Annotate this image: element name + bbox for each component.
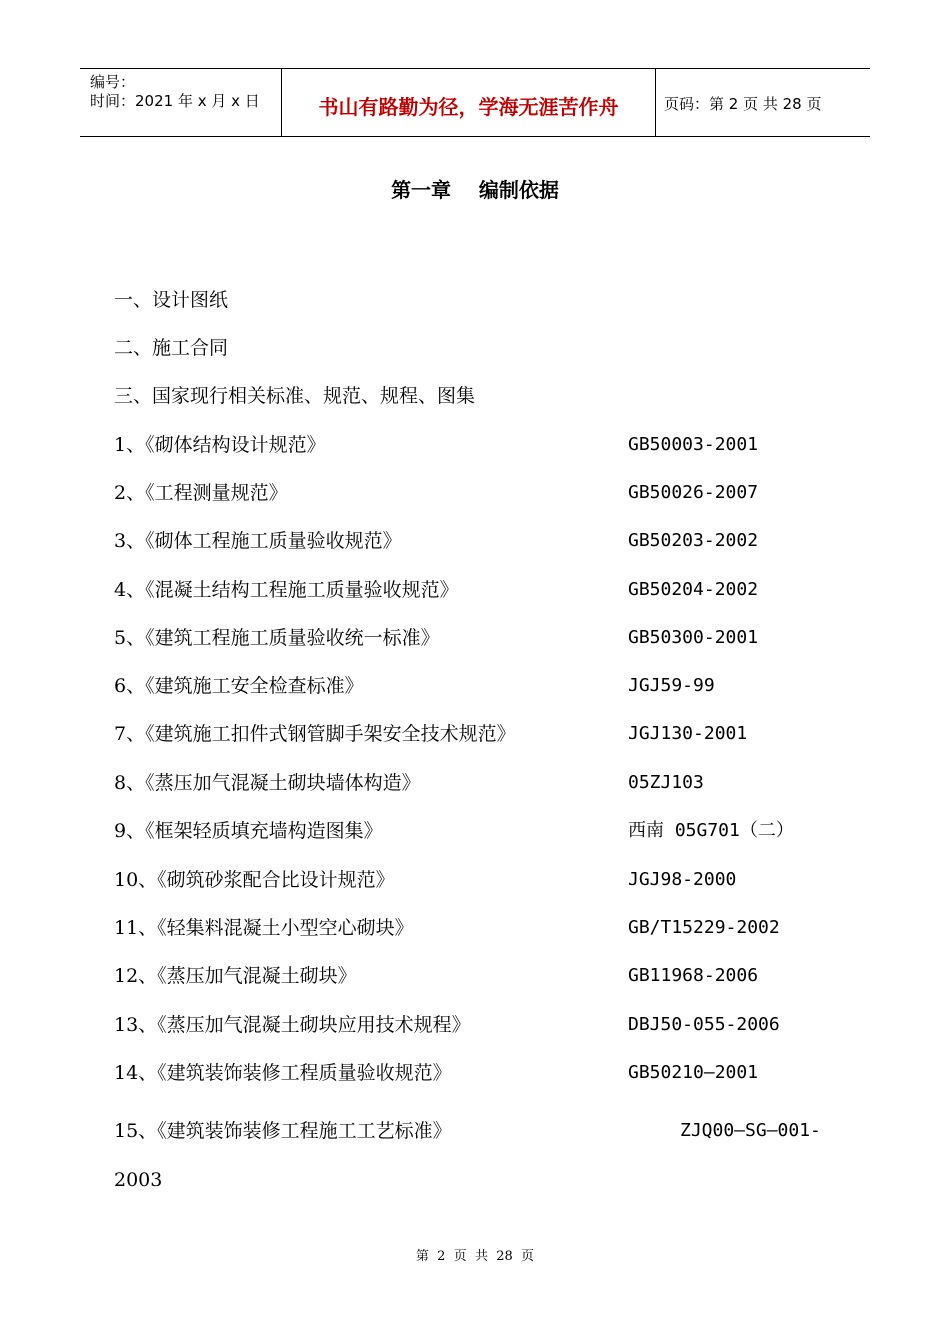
standard-title: 11、《轻集料混凝土小型空心砌块》	[114, 917, 414, 939]
standard-code: GB50210—2001	[628, 1062, 759, 1083]
standard-code: GB50204-2002	[628, 579, 759, 600]
standard-code: 西南 05G701（二）	[628, 820, 794, 841]
standard-code: JGJ59-99	[628, 675, 715, 696]
standard-title: 8、《蒸压加气混凝土砌块墙体构造》	[114, 772, 421, 794]
header-motto-cell	[281, 69, 656, 136]
standard-code: ZJQ00—SG—001-	[680, 1120, 821, 1141]
standard-code: DBJ50-055-2006	[628, 1014, 780, 1035]
section-item: 一、设计图纸	[114, 289, 229, 311]
standard-title: 10、《砌筑砂浆配合比设计规范》	[114, 869, 395, 891]
standard-code: GB11968-2006	[628, 965, 759, 986]
chapter-title: 第一章 编制依据	[391, 178, 559, 202]
standard-title: 6、《建筑施工安全检查标准》	[114, 675, 364, 697]
header-motto: 书山有路勤为径，学海无涯苦作舟	[318, 95, 619, 119]
standard-title: 4、《混凝土结构工程施工质量验收规范》	[114, 579, 459, 601]
header-left-cell	[80, 69, 280, 136]
standard-title: 13、《蒸压加气混凝土砌块应用技术规程》	[114, 1014, 471, 1036]
standard-code: JGJ98-2000	[628, 869, 737, 890]
standard-code: JGJ130-2001	[628, 723, 748, 744]
standard-title: 3、《砌体工程施工质量验收规范》	[114, 530, 402, 552]
page-header	[80, 68, 870, 137]
standard-title: 15、《建筑装饰装修工程施工工艺标准》	[114, 1120, 452, 1142]
standard-code: 05ZJ103	[628, 772, 704, 793]
standard-code: GB50003-2001	[628, 434, 759, 455]
section-item: 二、施工合同	[114, 337, 229, 359]
standard-code: GB/T15229-2002	[628, 917, 780, 938]
standard-title: 2、《工程测量规范》	[114, 482, 288, 504]
document-number-label: 编号：	[90, 73, 136, 91]
standard-title: 5、《建筑工程施工质量验收统一标准》	[114, 627, 440, 649]
header-page-cell	[656, 69, 870, 136]
standard-title: 7、《建筑施工扣件式钢管脚手架安全技术规范》	[114, 723, 516, 745]
standard-code: GB50300-2001	[628, 627, 759, 648]
standard-code: GB50203-2002	[628, 530, 759, 551]
page-footer: 第 2 页 共 28 页	[415, 1249, 535, 1264]
standard-title: 14、《建筑装饰装修工程质量验收规范》	[114, 1062, 452, 1084]
standard-title: 12、《蒸压加气混凝土砌块》	[114, 965, 357, 987]
standard-title: 1、《砌体结构设计规范》	[114, 434, 326, 456]
standard-code-continuation: 2003	[114, 1169, 163, 1191]
section-item: 三、国家现行相关标准、规范、规程、图集	[114, 385, 476, 407]
standard-title: 9、《框架轻质填充墙构造图集》	[114, 820, 383, 842]
standard-code: GB50026-2007	[628, 482, 759, 503]
header-page-info: 页码：第 2 页 共 28 页	[664, 95, 822, 113]
document-time-label: 时间：2021 年 x 月 x 日	[90, 92, 260, 110]
